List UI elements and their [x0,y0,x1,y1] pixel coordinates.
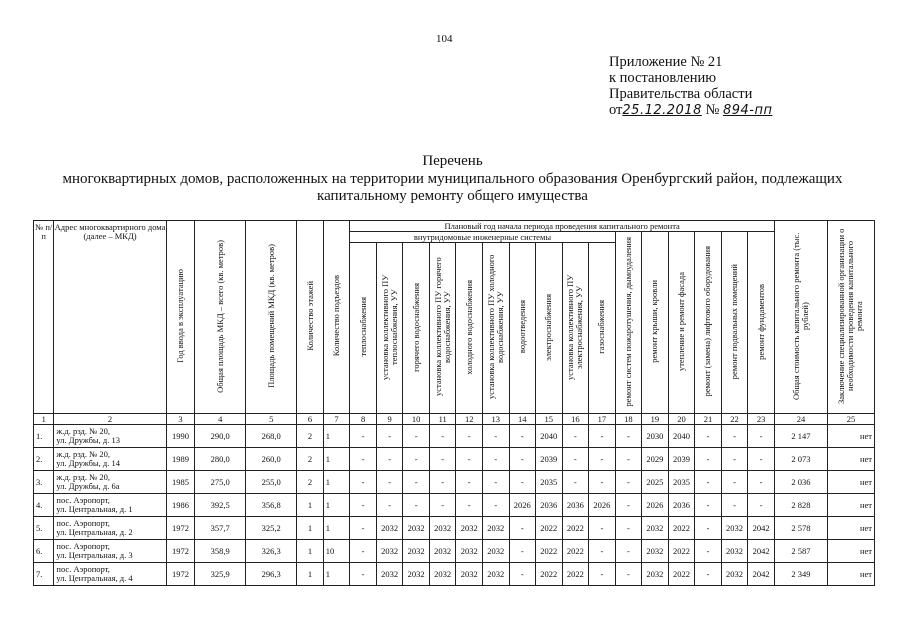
plan-year-cell: 2022 [536,563,563,586]
plan-year-cell: 2036 [536,494,563,517]
plan-year-cell: 2032 [482,563,509,586]
plan-year-cell: - [456,494,483,517]
plan-year-cell: - [376,448,403,471]
header-c17: газоснабжения [596,300,607,354]
column-number: 25 [827,414,874,425]
cost-cell: 2 578 [774,517,827,540]
total-area-cell: 275,0 [195,471,246,494]
header-c10: горячего водоснабжения [410,282,421,372]
header-c19: ремонт крыши, кровли [649,280,660,363]
plan-year-cell: - [509,471,536,494]
table-row [34,494,875,517]
column-number: 16 [562,414,589,425]
plan-year-cell: - [509,448,536,471]
table-row [34,540,875,563]
plan-year-cell: 2026 [509,494,536,517]
room-area-cell: 356,8 [246,494,297,517]
cost-cell: 2 828 [774,494,827,517]
plan-year-cell: - [509,517,536,540]
plan-year-cell: - [748,448,775,471]
plan-year-cell: - [615,448,642,471]
plan-year-cell: - [589,517,616,540]
plan-year-cell: 2039 [668,448,695,471]
column-number: 9 [376,414,403,425]
plan-year-cell: 2026 [642,494,669,517]
address-line: ул. Центральная, д. 3 [56,550,133,560]
number-label: № [705,102,720,118]
room-area-cell: 268,0 [246,425,297,448]
plan-year-cell: - [482,448,509,471]
plan-year-cell: 2032 [642,540,669,563]
plan-year-cell: 2032 [376,563,403,586]
plan-year-cell: 2040 [536,425,563,448]
table-row [34,563,875,586]
plan-year-cell: - [482,471,509,494]
plan-year-cell: 2036 [562,494,589,517]
row-number: 2. [34,448,54,471]
plan-year-cell: 2032 [403,540,430,563]
plan-year-cell: - [615,471,642,494]
plan-year-cell: - [456,425,483,448]
plan-year-cell: - [376,471,403,494]
plan-year-cell: - [721,494,748,517]
column-number: 21 [695,414,722,425]
address-line: ул. Дружбы, д. 13 [56,435,120,445]
table-row [34,448,875,471]
plan-year-cell: 2040 [668,425,695,448]
column-number: 5 [246,414,297,425]
table-row [34,517,875,540]
entrances-cell: 10 [323,540,350,563]
plan-year-cell: 2022 [536,540,563,563]
conclusion-cell: нет [827,540,874,563]
header-no: № п/п [34,221,54,414]
header-c8: теплоснабжения [357,297,368,357]
plan-year-cell: 2032 [642,563,669,586]
header-room-area: Площадь помещений МКД (кв. метров) [265,244,276,388]
plan-year-cell: - [748,471,775,494]
plan-year-cell: - [482,425,509,448]
plan-year-cell: - [615,517,642,540]
cost-cell: 2 073 [774,448,827,471]
column-number: 12 [456,414,483,425]
title-line1: Перечень [422,153,483,169]
address-line: ул. Центральная, д. 1 [56,504,133,514]
plan-year-cell: 2032 [429,540,456,563]
plan-year-cell: - [562,448,589,471]
plan-year-cell: 2025 [642,471,669,494]
entrances-cell: 1 [323,425,350,448]
cost-cell: 2 587 [774,540,827,563]
conclusion-cell: нет [827,517,874,540]
page-number: 104 [436,33,453,45]
address-line: пос. Аэропорт, [56,541,110,551]
plan-year-cell: - [482,494,509,517]
plan-year-cell: - [350,494,377,517]
appendix-line1: Приложение № 21 [609,54,723,70]
room-area-cell: 260,0 [246,448,297,471]
column-number: 22 [721,414,748,425]
header-total-area: Общая площадь МКД – всего (кв. метров) [214,239,225,393]
plan-year-cell: 2036 [668,494,695,517]
room-area-cell: 296,3 [246,563,297,586]
floors-cell: 1 [297,563,324,586]
decree-date: 25.12.2018 [622,103,702,118]
row-number: 3. [34,471,54,494]
decree-number: 894-пп [722,103,773,118]
floors-cell: 2 [297,425,324,448]
header-c22: ремонт подвальных помещений [729,263,740,380]
header-c14: водоотведения [516,300,527,354]
plan-year-cell: - [748,425,775,448]
plan-year-cell: - [589,540,616,563]
address-line: пос. Аэропорт, [56,495,110,505]
plan-year-cell: - [456,471,483,494]
plan-year-cell: - [403,425,430,448]
address-cell [54,471,166,494]
plan-year-cell: - [350,471,377,494]
plan-year-cell: - [721,425,748,448]
plan-year-cell: 2030 [642,425,669,448]
address-line: ж.д. рзд. № 20, [56,449,110,459]
total-area-cell: 325,9 [195,563,246,586]
header-c21: ремонт (замена) лифтового оборудования [702,246,713,397]
header-plan-year: Плановый год начала периода проведения капитального ремонта [350,221,775,232]
plan-year-cell: 2032 [403,517,430,540]
plan-year-cell: 2042 [748,563,775,586]
column-number: 8 [350,414,377,425]
column-number: 17 [589,414,616,425]
from-label: от [609,102,623,118]
column-number: 15 [536,414,563,425]
plan-year-cell: 2022 [668,540,695,563]
plan-year-cell: - [695,448,722,471]
plan-year-cell: - [615,425,642,448]
header-c9: установка коллективного ПУ теплоснабжения, УУ [379,274,399,380]
plan-year-cell: - [509,425,536,448]
address-cell [54,540,166,563]
column-number: 19 [642,414,669,425]
column-number: 24 [774,414,827,425]
plan-year-cell: 2032 [456,540,483,563]
column-number: 14 [509,414,536,425]
room-area-cell: 325,2 [246,517,297,540]
plan-year-cell: - [695,540,722,563]
row-number: 4. [34,494,54,517]
year-cell: 1972 [166,563,195,586]
buildings-table [33,220,875,586]
plan-year-cell: - [509,540,536,563]
column-number: 2 [54,414,166,425]
plan-year-cell: - [350,448,377,471]
plan-year-cell: - [615,563,642,586]
plan-year-cell: 2022 [562,517,589,540]
year-cell: 1990 [166,425,195,448]
floors-cell: 1 [297,540,324,563]
plan-year-cell: 2032 [456,563,483,586]
header-c23: ремонт фундаментов [755,283,766,360]
plan-year-cell: 2032 [456,517,483,540]
plan-year-cell: - [429,448,456,471]
plan-year-cell: - [350,517,377,540]
floors-cell: 2 [297,471,324,494]
plan-year-cell: - [350,425,377,448]
entrances-cell: 1 [323,494,350,517]
header-c16: установка коллективного ПУ электроснабжения, УУ [565,274,585,380]
year-cell: 1972 [166,540,195,563]
plan-year-cell: 2032 [721,517,748,540]
header-conclusion: Заключение специализированной организации о необходимости проведения капитального ремонта [836,228,865,404]
total-area-cell: 290,0 [195,425,246,448]
header-systems: внутридомовые инженерные системы [350,232,615,243]
entrances-cell: 1 [323,517,350,540]
plan-year-cell: - [509,563,536,586]
column-number: 10 [403,414,430,425]
plan-year-cell: 2022 [668,517,695,540]
plan-year-cell: 2032 [642,517,669,540]
plan-year-cell: 2042 [748,517,775,540]
plan-year-cell: - [376,425,403,448]
plan-year-cell: 2042 [748,540,775,563]
plan-year-cell: 2035 [536,471,563,494]
plan-year-cell: 2032 [376,540,403,563]
year-cell: 1986 [166,494,195,517]
floors-cell: 2 [297,448,324,471]
plan-year-cell: - [695,517,722,540]
entrances-cell: 1 [323,471,350,494]
header-c15: электроснабжения [543,293,554,361]
column-number: 4 [195,414,246,425]
plan-year-cell: 2032 [403,563,430,586]
row-number: 1. [34,425,54,448]
plan-year-cell: 2026 [589,494,616,517]
cost-cell: 2 147 [774,425,827,448]
appendix-date-line [609,102,772,119]
header-floors: Количество этажей [304,281,315,351]
header-c13: установка коллективного ПУ холодного водоснабжения, УУ [485,254,505,400]
column-number: 13 [482,414,509,425]
address-line: пос. Аэропорт, [56,564,110,574]
total-area-cell: 280,0 [195,448,246,471]
address-line: ул. Центральная, д. 4 [56,573,133,583]
address-line: ул. Дружбы, д. 14 [56,458,120,468]
plan-year-cell: 2032 [482,517,509,540]
conclusion-cell: нет [827,563,874,586]
column-number-row [34,414,875,425]
address-cell [54,494,166,517]
plan-year-cell: 2022 [536,517,563,540]
plan-year-cell: - [456,448,483,471]
appendix-block [609,54,772,119]
plan-year-cell: - [350,563,377,586]
plan-year-cell: - [376,494,403,517]
table-row [34,425,875,448]
header-c20: утепление и ремонт фасада [675,271,686,372]
address-line: ж.д. рзд. № 20, [56,472,110,482]
header-entrances: Количество подъездов [331,275,342,357]
address-line: пос. Аэропорт, [56,518,110,528]
plan-year-cell: 2032 [721,540,748,563]
plan-year-cell: - [589,425,616,448]
plan-year-cell: - [403,494,430,517]
room-area-cell: 255,0 [246,471,297,494]
year-cell: 1985 [166,471,195,494]
table-row [34,471,875,494]
plan-year-cell: - [589,448,616,471]
appendix-line2: к постановлению [609,70,717,86]
conclusion-cell: нет [827,471,874,494]
plan-year-cell: 2032 [429,563,456,586]
header-c18: ремонт систем пожаротушения, дымоудаления [622,236,633,407]
column-number: 1 [34,414,54,425]
plan-year-cell: - [589,563,616,586]
total-area-cell: 357,7 [195,517,246,540]
row-number: 7. [34,563,54,586]
conclusion-cell: нет [827,448,874,471]
plan-year-cell: - [695,471,722,494]
plan-year-cell: - [429,425,456,448]
plan-year-cell: - [615,540,642,563]
row-number: 5. [34,517,54,540]
plan-year-cell: - [721,448,748,471]
plan-year-cell: 2022 [668,563,695,586]
total-area-cell: 392,5 [195,494,246,517]
address-line: ж.д. рзд. № 20, [56,426,110,436]
column-number: 7 [323,414,350,425]
plan-year-cell: 2022 [562,563,589,586]
header-c11: установка коллективного ПУ горячего водоснабжения, УУ [432,257,452,397]
title-line3: капитальному ремонту общего имущества [317,188,588,204]
appendix-line3: Правительства области [609,86,753,102]
plan-year-cell: 2029 [642,448,669,471]
plan-year-cell: - [695,563,722,586]
year-cell: 1972 [166,517,195,540]
address-line: ул. Центральная, д. 2 [56,527,133,537]
plan-year-cell: - [429,471,456,494]
address-line: ул. Дружбы, д. 6а [56,481,120,491]
cost-cell: 2 349 [774,563,827,586]
plan-year-cell: 2039 [536,448,563,471]
entrances-cell: 1 [323,448,350,471]
cost-cell: 2 036 [774,471,827,494]
floors-cell: 1 [297,517,324,540]
plan-year-cell: 2022 [562,540,589,563]
conclusion-cell: нет [827,425,874,448]
address-cell [54,563,166,586]
header-c12: холодного водоснабжения [463,279,474,375]
address-cell [54,425,166,448]
column-number: 20 [668,414,695,425]
column-number: 6 [297,414,324,425]
plan-year-cell: 2032 [482,540,509,563]
header-year: Год ввода в эксплуатацию [174,269,185,363]
plan-year-cell: - [615,494,642,517]
plan-year-cell: 2035 [668,471,695,494]
plan-year-cell: 2032 [376,517,403,540]
plan-year-cell: - [562,425,589,448]
conclusion-cell: нет [827,494,874,517]
row-number: 6. [34,540,54,563]
table-body [34,425,875,586]
entrances-cell: 1 [323,563,350,586]
plan-year-cell: - [695,494,722,517]
address-cell [54,448,166,471]
plan-year-cell: - [403,448,430,471]
plan-year-cell: - [589,471,616,494]
title-line2: многоквартирных домов, расположенных на территории муниципального образования Оренбургский район, подлежащих [62,171,843,187]
room-area-cell: 326,3 [246,540,297,563]
plan-year-cell: - [562,471,589,494]
plan-year-cell: - [695,425,722,448]
header-total-cost: Общая стоимость капитального ремонта (тыс. рублей) [790,232,810,400]
column-number: 3 [166,414,195,425]
plan-year-cell: - [429,494,456,517]
column-number: 18 [615,414,642,425]
address-cell [54,517,166,540]
plan-year-cell: 2032 [721,563,748,586]
floors-cell: 1 [297,494,324,517]
plan-year-cell: - [403,471,430,494]
column-number: 11 [429,414,456,425]
total-area-cell: 358,9 [195,540,246,563]
column-number: 23 [748,414,775,425]
plan-year-cell: 2032 [429,517,456,540]
year-cell: 1989 [166,448,195,471]
plan-year-cell: - [350,540,377,563]
plan-year-cell: - [748,494,775,517]
column-numbers [34,414,875,425]
header-address: Адрес многоквартирного дома (далее – МКД) [54,221,166,414]
plan-year-cell: - [721,471,748,494]
